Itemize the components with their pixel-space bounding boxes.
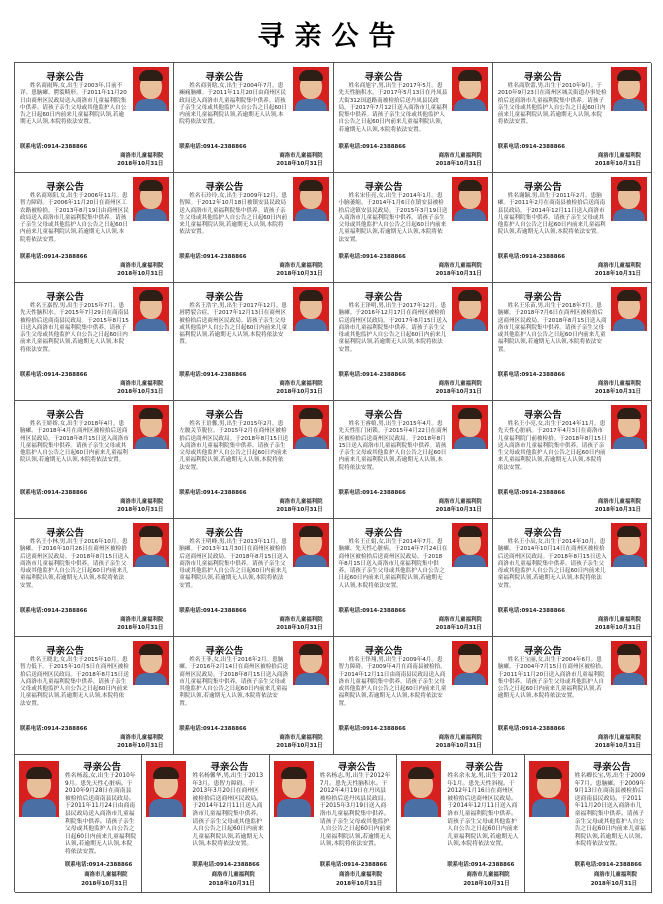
issuing-org: 商洛市儿童福利院 (597, 617, 641, 623)
contact-phone: 联系电话:0914-2388866 (179, 372, 247, 378)
notice-text: 姓名杨馨华,男,出生于2013年3月。患智力障碍。于2013年3月20日在商州区被检拾后送商州区民政局。于2014年12月11日送入商洛市儿童福利院集中供养。请孩子亲生父母或其他监护人自公告之日起60日内前来儿童福利院认领,若逾期无人认领,本院将依法安置。 (192, 773, 264, 848)
issuing-org: 商洛市儿童福利院 (120, 617, 164, 623)
notice-text: 姓名王小亮,女,出生于2014年11月。患先天性心脏病。于2017年4月3日在商洛市儿童福利院门前被检拾。于2018年8月15日送入商洛市儿童福利院集中供养。请孩子亲生父母或其他监护人自公告之日起60日内前来儿童福利院认领,若逾期无人认领,本院将依法安置。 (497, 421, 607, 471)
notice-date: 2018年10月31日 (117, 625, 164, 631)
notice-card (334, 283, 493, 401)
notice-card (525, 755, 652, 893)
notice-title: 寻亲公告 (45, 410, 84, 421)
issuing-org: 商洛市儿童福利院 (120, 263, 164, 269)
notice-text: 姓名王娇娇,女,出生于2018年4月。患脑瘫。于2018年4月在商州区被检拾后送商州区民政局。于2018年8月15日送入商洛市儿童福利院集中供养。请孩子亲生父母或其他监护人自公告之日起60日内前来儿童福利院认领,若逾期无人认领,本院将依法安置。 (20, 421, 129, 464)
notice-title: 寻亲公告 (364, 410, 403, 421)
child-photo (452, 67, 488, 111)
notice-date: 2018年10月31日 (117, 389, 164, 395)
notice-title: 寻亲公告 (205, 646, 244, 657)
child-photo (611, 287, 647, 331)
notice-date: 2018年10月31日 (594, 271, 641, 277)
notice-card (142, 755, 269, 893)
notice-card (15, 63, 174, 173)
issuing-org: 商洛市儿童福利院 (597, 153, 641, 159)
child-photo (611, 67, 647, 111)
notice-text: 姓名谢颖,男,出生于2011年2月。患脑瘫。于2011年2月在商南县被检拾后送商南县民政局。于2014年12月11日送入商洛市儿童福利院集中供养。请孩子亲生父母或其他监护人自公告之日起60日内前来儿童福利院认领,若逾期无人认领,本院将依法安置。 (497, 193, 606, 236)
child-photo (401, 761, 441, 817)
notice-text: 姓名商旭宇,男,出生于2017年5月。患先天性脑积水。于2017年5月13日在丹凤县大街312国道路南被检拾后送丹凤县民政局。于2017年7月12日送入商洛市儿童福利院集中供养。请孩子亲生父母或其他监护人自公告之日起60日内前来儿童福利院认领,若逾期无人认领,本院将依法安置。 (338, 83, 448, 133)
notice-date: 2018年10月31日 (435, 389, 482, 395)
notice-title: 寻亲公告 (364, 182, 403, 193)
notice-title: 寻亲公告 (523, 646, 562, 657)
notice-date: 2018年10月31日 (276, 743, 323, 749)
child-photo (611, 641, 647, 685)
notice-text: 姓名王怿翔,男,出生于2009年4月。患智力障碍。于2009年4月在商南县被检拾。于2014年12月11日由商南县民政局送入商洛市儿童福利院集中供养。请孩子亲生父母或其他监护人自公告之日起60日内前来儿童福利院认领,若逾期无人认领,本院将依法安置。 (338, 657, 447, 707)
notice-date: 2018年10月31日 (81, 881, 128, 887)
notice-title: 寻亲公告 (205, 528, 244, 539)
notice-title: 寻亲公告 (45, 292, 84, 303)
notice-title: 寻亲公告 (205, 182, 244, 193)
notice-card (15, 637, 174, 755)
notice-card (270, 755, 397, 893)
contact-phone: 联系电话:0914-2388866 (20, 726, 88, 732)
notice-date: 2018年10月31日 (336, 881, 383, 887)
notice-date: 2018年10月31日 (276, 271, 323, 277)
notice-text: 姓名卿长宝,男,出生于2009年7月。患脑瘫。于2009年9月13日在商南县被检拾后送商南县民政局。于2011年11月20日送入商洛市儿童福利院集中供养。请孩子亲生父母或其他监护人自公告之日起60日内前来儿童福利院认领,若逾期无人认领,本院将依法安置。 (574, 773, 646, 848)
notice-card (493, 401, 652, 519)
contact-phone: 联系电话:0914-2388866 (20, 608, 88, 614)
contact-phone: 联系电话:0914-2388866 (497, 608, 565, 614)
contact-phone: 联系电话:0914-2388866 (192, 862, 260, 868)
child-photo (611, 523, 647, 567)
child-photo (452, 523, 488, 567)
notice-title: 寻亲公告 (205, 410, 244, 421)
notice-card (174, 63, 333, 173)
notice-title: 寻亲公告 (364, 72, 403, 83)
notice-date: 2018年10月31日 (117, 161, 164, 167)
child-photo (611, 177, 647, 221)
issuing-org: 商洛市儿童福利院 (120, 735, 164, 741)
page-title: 寻亲公告 (257, 21, 406, 52)
notice-title: 寻亲公告 (523, 72, 562, 83)
child-photo (293, 287, 329, 331)
notice-title: 寻亲公告 (82, 762, 121, 773)
notice-card (174, 173, 333, 283)
notice-title: 寻亲公告 (337, 762, 376, 773)
notice-text: 姓名王菲,女,出生于2016年2月。患脑瘫。于2016年2月14日在商州区被检拾后送商州区民政局。于2018年8月15日送入商洛市儿童福利院集中供养。请孩子亲生父母或其他监护人自公告之日起60日内前来儿童福利院认领,若逾期无人认领,本院将依法安置。 (179, 657, 289, 707)
notice-row (15, 755, 652, 893)
notice-title: 寻亲公告 (210, 762, 249, 773)
issuing-org: 商洛市儿童福利院 (120, 381, 164, 387)
notice-text: 姓名王小辰,女,出生于2014年10月。患脑瘫。于2014年10月14日在商州区被检拾后送商州区民政局。于2018年8月15日送入商洛市儿童福利院集中供养。请孩子亲生父母或其他监护人自公告之日起60日内前来儿童福利院认领,若逾期无人认领,本院将依法安置。 (497, 539, 607, 589)
child-photo (133, 177, 169, 221)
notice-text: 姓名商欣蕾,男,出生于2010年9月。于2010年9月23日在商州区城关街道办事处检拾后送商洛市儿童福利院集中供养。请孩子亲生父母或其他监护人自公告之日起60日内前来儿童福利院认领,若逾期无人认领,本院将依法安置。 (497, 83, 607, 126)
child-photo (293, 641, 329, 685)
child-photo (274, 761, 314, 817)
notice-card (493, 173, 652, 283)
notice-text: 姓名王小林,男,出生于2016年10月。患脑瘫。于2016年10月26日在商州区被检拾后送商州区民政局。于2018年8月15日送入商洛市儿童福利院集中供养。请孩子亲生父母或其他监护人自公告之日起60日内前来儿童福利院认领,若逾期无人认领,本院将依法安置。 (20, 539, 129, 589)
contact-phone: 联系电话:0914-2388866 (179, 254, 247, 260)
child-photo (452, 177, 488, 221)
issuing-org: 商洛市儿童福利院 (120, 153, 164, 159)
issuing-org: 商洛市儿童福利院 (438, 617, 482, 623)
contact-phone: 联系电话:0914-2388866 (20, 490, 88, 496)
notice-text: 姓名石玲玲,女,出生于2009年12月。患智障。于2012年10月18日被镇安县民政局送入商洛市儿童福利院集中供养。请孩子亲生父母或其他监护人自公告之日起60日内前来儿童福利院认领,若逾期无人认领,本院将依法安置。 (179, 193, 288, 236)
notice-title: 寻亲公告 (364, 646, 403, 657)
notice-date: 2018年10月31日 (276, 625, 323, 631)
notice-text: 姓名王晓北,女,出生于2015年10月。患智力低下。于2015年10月5日在商州区被检拾后送商州区民政局。于2018年8月15日送入商洛市儿童福利院集中供养。请孩子亲生父母或其他监护人自公告之日起60日内前来儿童福利院认领,若逾期无人认领,本院将依法安置。 (20, 657, 129, 707)
notice-card (493, 63, 652, 173)
contact-phone: 联系电话:0914-2388866 (338, 144, 406, 150)
notice-text: 姓名商寒阳,女,出生于2006年11月。患智力障碍。于2006年11月20日在商州区工农路被检拾。于2013年8月19日由商州区民政局送入商洛市儿童福利院集中供养。请孩子亲生父母或其他监护人自公告之日起60日内前来儿童福利院认领,若逾期无人认领,本院将依法安置。 (20, 193, 129, 243)
child-photo (293, 405, 329, 449)
child-photo (452, 287, 488, 331)
notice-card (15, 519, 174, 637)
issuing-org: 商洛市儿童福利院 (211, 872, 255, 878)
notice-title: 寻亲公告 (523, 528, 562, 539)
issuing-org: 商洛市儿童福利院 (597, 381, 641, 387)
notice-title: 寻亲公告 (523, 410, 562, 421)
contact-phone: 联系电话:0914-2388866 (338, 608, 406, 614)
notice-title: 寻亲公告 (465, 762, 504, 773)
issuing-org: 商洛市儿童福利院 (84, 872, 128, 878)
notice-card (174, 637, 333, 755)
notice-card (15, 755, 142, 893)
notice-text: 姓名商雨辉,女,出生于2003年,目前不详。患脑瘫、腭裂畸形。于2011年11月20日由商州区民政局送入商洛市儿童福利院集中供养。请孩子亲生父母或其他监护人自公告之日起60日内前来儿童福利院认领,若逾期无人认领,本院将依法安置。 (20, 83, 127, 126)
child-photo (19, 761, 59, 817)
notice-card (334, 519, 493, 637)
notice-date: 2018年10月31日 (594, 625, 641, 631)
contact-phone: 联系电话:0914-2388866 (65, 862, 133, 868)
notice-text: 姓名商羽晗,女,出生于2004年7月。患癫痫脑瘫。于2011年11月20日由商州区民政局送入商洛市儿童福利院集中供养。请孩子亲生父母或其他监护人自公告之日起60日内前来儿童福利院认领,若逾期无人认领,本院将依法安置。 (179, 83, 288, 126)
contact-phone: 联系电话:0914-2388866 (497, 726, 565, 732)
issuing-org: 商洛市儿童福利院 (120, 499, 164, 505)
contact-phone: 联系电话:0914-2388866 (497, 254, 565, 260)
notice-card (493, 519, 652, 637)
notice-text: 姓名王宝丽,女,出生于2004年6月。患脑瘫。于2004年7月15日在商州区被检拾。于2011年11月20日送入商洛市儿童福利院集中供养。请孩子亲生父母或其他监护人自公告之日起60日内前来儿童福利院认领,若逾期无人认领,本院将依法安置。 (497, 657, 607, 700)
notice-title: 寻亲公告 (205, 292, 244, 303)
contact-phone: 联系电话:0914-2388866 (497, 144, 565, 150)
notice-text: 姓名杨志,男,出生于2012年7月。患先天性脑积水。于2012年4月19日在丹凤县被检拾后送丹凤县民政局。于2015年3月19日送入商洛市儿童福利院集中供养。请孩子亲生父母或其他监护人自公告之日起60日内前来儿童福利院认领,若逾期无人认领,本院将依法安置。 (319, 773, 392, 848)
notice-title: 寻亲公告 (45, 72, 84, 83)
notice-card (493, 637, 652, 755)
contact-phone: 联系电话:0914-2388866 (574, 862, 642, 868)
issuing-org: 商洛市儿童福利院 (438, 735, 482, 741)
notice-grid (14, 62, 651, 892)
child-photo (133, 405, 169, 449)
contact-phone: 联系电话:0914-2388866 (20, 144, 88, 150)
notice-title: 寻亲公告 (364, 528, 403, 539)
child-photo (293, 67, 329, 111)
issuing-org: 商洛市儿童福利院 (279, 381, 323, 387)
notice-title: 寻亲公告 (45, 646, 84, 657)
notice-date: 2018年10月31日 (208, 881, 255, 887)
notice-card (15, 401, 174, 519)
notice-row (15, 401, 652, 519)
issuing-org: 商洛市儿童福利院 (466, 872, 510, 878)
notice-date: 2018年10月31日 (276, 507, 323, 513)
child-photo (133, 67, 169, 111)
notice-row (15, 173, 652, 283)
notice-text: 姓名杨蕊,女,出生于2010年9月。患先天性心脏病。于2010年9月28日在商南县被检拾后送商南县民政局。于2011年11月24日由商南县民政局送入商洛市儿童福利院集中供养。请孩子亲生父母或其他监护人自公告之日起60日内前来儿童福利院认领,若逾期无人认领,本院将依法安置。 (65, 773, 137, 855)
notice-text: 姓名王语馨,男,出生于2015年2月。患左髋关节脱位。于2015年2月在商州区被检拾后送商州区民政局。于2018年8月15日送入商洛市儿童福利院集中供养。请孩子亲生父母或其他监护人自公告之日起60日内前来儿童福利院认领,若逾期无人认领,本院将依法安置。 (179, 421, 289, 471)
child-photo (611, 405, 647, 449)
notice-card (174, 283, 333, 401)
notice-row (15, 637, 652, 755)
notice-row (15, 519, 652, 637)
notice-text: 姓名王浩宇,男,出生于2017年12月。患唇腭裂合症。于2017年12月13日在商州区被检拾后送商州区民政局。请孩子亲生父母或其他监护人自公告之日起60日内前来儿童福利院认领,若逾期无人认领,本院将依法安置。 (179, 303, 288, 346)
child-photo (293, 523, 329, 567)
notice-date: 2018年10月31日 (594, 161, 641, 167)
issuing-org: 商洛市儿童福利院 (279, 499, 323, 505)
child-photo (133, 523, 169, 567)
notice-card (397, 755, 524, 893)
notice-date: 2018年10月31日 (117, 271, 164, 277)
contact-phone: 联系电话:0914-2388866 (319, 862, 388, 868)
notice-title: 寻亲公告 (45, 182, 84, 193)
child-photo (133, 287, 169, 331)
child-photo (293, 177, 329, 221)
notice-title: 寻亲公告 (45, 528, 84, 539)
issuing-org: 商洛市儿童福利院 (279, 735, 323, 741)
notice-text: 姓名宋佳亮,女,出生于2014年1月。患小脑萎缩。于2014年1月6日在镇安县被检拾后送镇安县民政局。于2015年3月19日送入商洛市儿童福利院集中供养。请孩子亲生父母或其他监护人自公告之日起60日内前来儿童福利院认领,若逾期无人认领,本院将依法安置。 (338, 193, 448, 243)
child-photo (146, 761, 186, 817)
notice-card (493, 283, 652, 401)
notice-card (334, 401, 493, 519)
notice-text: 姓名王乐苗,男,出生于2018年7月。患脑瘫。于2018年7月6日在商州区被检拾后送商州区民政局。于2018年8月15日送入商洛市儿童福利院集中供养。请孩子亲生父母或其他监护人自公告之日起60日内前来儿童福利院认领,若逾期无人认领,本院将依法安置。 (497, 303, 607, 353)
child-photo (452, 641, 488, 685)
contact-phone: 联系电话:0914-2388866 (338, 490, 406, 496)
issuing-org: 商洛市儿童福利院 (438, 263, 482, 269)
issuing-org: 商洛市儿童福利院 (279, 153, 323, 159)
notice-card (174, 519, 333, 637)
notice-text: 姓名余永龙,男,出生于2012年1月。患先天性斜视。于2012年1月16日在商州区被检拾后送商州区民政局。于2014年12月11日送入商洛市儿童福利院集中供养。请孩子亲生父母或其他监护人自公告之日起60日内前来儿童福利院认领,若逾期无人认领,本院将依法安置。 (447, 773, 519, 848)
contact-phone: 联系电话:0914-2388866 (338, 726, 406, 732)
notice-text: 姓名王嘉智,男,出生于2015年7月。患先天性脑积水。于2015年7月29日在商南县被检拾后送商南县民政局。于2015年8月15日送入商洛市儿童福利院集中供养。请孩子亲生父母或其他监护人自公告之日起60日内前来儿童福利院认领,若逾期无人认领,本院将依法安置。 (20, 303, 129, 353)
notice-text: 姓名王正娟,女,出生于2014年7月。患脑瘫、先天性心脏病。于2014年7月24日在商州区被检拾后送商州区民政局。于2018年8月15日送入商洛市儿童福利院集中供养。请孩子亲生父母或其他监护人自公告之日起60日内前来儿童福利院认领,若逾期无人认领,本院将依法安置。 (338, 539, 448, 589)
notice-date: 2018年10月31日 (594, 507, 641, 513)
notice-date: 2018年10月31日 (435, 625, 482, 631)
notice-text: 姓名王泽明,男,出生于2017年12月。患脑瘫。于2016年12月17日在商州区被检拾后送商州区民政局。于2017年8月15日送入商洛市儿童福利院集中供养。请孩子亲生父母或其他监护人自公告之日起60日内前来儿童福利院认领,若逾期无人认领,本院将依法安置。 (338, 303, 448, 353)
issuing-org: 商洛市儿童福利院 (438, 499, 482, 505)
contact-phone: 联系电话:0914-2388866 (179, 726, 247, 732)
notice-card (334, 637, 493, 755)
notice-card (174, 401, 333, 519)
notice-date: 2018年10月31日 (594, 389, 641, 395)
notice-card (334, 173, 493, 283)
notice-date: 2018年10月31日 (435, 507, 482, 513)
notice-date: 2018年10月31日 (463, 881, 510, 887)
notice-date: 2018年10月31日 (435, 161, 482, 167)
notice-title: 寻亲公告 (205, 72, 244, 83)
child-photo (529, 761, 569, 817)
contact-phone: 联系电话:0914-2388866 (497, 490, 565, 496)
issuing-org: 商洛市儿童福利院 (593, 872, 637, 878)
notice-title: 寻亲公告 (364, 292, 403, 303)
issuing-org: 商洛市儿童福利院 (279, 617, 323, 623)
notice-row (15, 283, 652, 401)
child-photo (133, 641, 169, 685)
contact-phone: 联系电话:0914-2388866 (179, 490, 247, 496)
notice-title: 寻亲公告 (523, 292, 562, 303)
contact-phone: 联系电话:0914-2388866 (20, 372, 88, 378)
contact-phone: 联系电话:0914-2388866 (20, 254, 88, 260)
notice-date: 2018年10月31日 (117, 743, 164, 749)
notice-text: 姓名王睿娘,男,出生于2015年4月。患先天性肛门闭锁。于2015年4月22日在商州区被检拾后送商州区民政局。于2018年8月15日送入商洛市儿童福利院集中供养。请孩子亲生父母或其他监护人自公告之日起60日内前来儿童福利院认领,若逾期无人认领,本院将依法安置。 (338, 421, 448, 471)
issuing-org: 商洛市儿童福利院 (597, 735, 641, 741)
issuing-org: 商洛市儿童福利院 (438, 381, 482, 387)
notice-card (15, 283, 174, 401)
contact-phone: 联系电话:0914-2388866 (338, 254, 406, 260)
notice-date: 2018年10月31日 (594, 743, 641, 749)
notice-date: 2018年10月31日 (435, 271, 482, 277)
notice-title: 寻亲公告 (592, 762, 631, 773)
issuing-org: 商洛市儿童福利院 (597, 263, 641, 269)
contact-phone: 联系电话:0914-2388866 (179, 144, 247, 150)
contact-phone: 联系电话:0914-2388866 (447, 862, 515, 868)
contact-phone: 联系电话:0914-2388866 (497, 372, 565, 378)
issuing-org: 商洛市儿童福利院 (438, 153, 482, 159)
child-photo (452, 405, 488, 449)
notice-card (15, 173, 174, 283)
issuing-org: 商洛市儿童福利院 (597, 499, 641, 505)
issuing-org: 商洛市儿童福利院 (339, 872, 383, 878)
notice-row (15, 63, 652, 173)
notice-date: 2018年10月31日 (435, 743, 482, 749)
contact-phone: 联系电话:0914-2388866 (179, 608, 247, 614)
notice-date: 2018年10月31日 (117, 507, 164, 513)
notice-title: 寻亲公告 (523, 182, 562, 193)
issuing-org: 商洛市儿童福利院 (279, 263, 323, 269)
notice-card (334, 63, 493, 173)
notice-date: 2018年10月31日 (276, 389, 323, 395)
notice-date: 2018年10月31日 (590, 881, 637, 887)
contact-phone: 联系电话:0914-2388866 (338, 372, 406, 378)
notice-text: 姓名王明峰,男,出生于2013年11月。患脑瘫。于2013年11月30日在商州区被检拾后送商州区民政局。于2018年8月15日送入商洛市儿童福利院集中供养。请孩子亲生父母或其他监护人自公告之日起60日内前来儿童福利院认领,若逾期无人认领,本院将依法安置。 (179, 539, 289, 589)
notice-date: 2018年10月31日 (276, 161, 323, 167)
